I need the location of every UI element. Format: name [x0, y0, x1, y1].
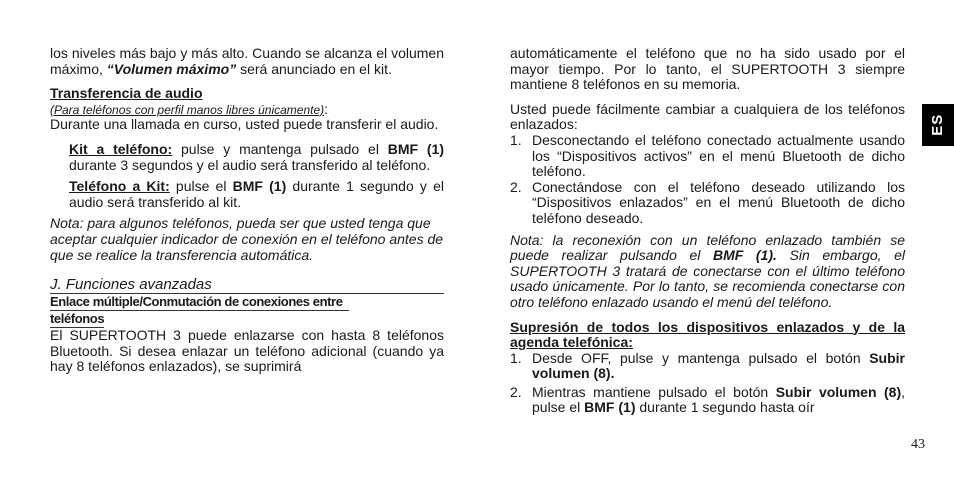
list-number: 2.: [510, 178, 522, 195]
text: pulse el: [169, 178, 233, 195]
note-text: Nota: para algunos teléfonos, pueda ser que usted tenga que aceptar cualquier indicador de conexión en el teléfono antes de que se realice la transferencia automática.: [50, 215, 444, 263]
text: durante 1 segundo y el audio será transferido al kit.: [69, 178, 444, 210]
bmf-label: BMF (1).: [712, 247, 777, 264]
list-item: [510, 180, 905, 227]
volume-up-label: Subir volumen (8).: [532, 349, 905, 382]
list-number: 1.: [510, 131, 522, 148]
multipoint-desc: El SUPERTOOTH 3 puede enlazarse con hasta 8 teléfonos Bluetooth. Si desea enlazar un teléfono adicional (cuando ya hay 8 teléfonos enlazados), se suprimirá: [50, 327, 444, 375]
transfer-note: [50, 216, 444, 263]
list-text: Mientras mantiene pulsado el botón: [532, 383, 776, 400]
delete-steps-list: [510, 351, 905, 416]
text: durante 3 segundos y el audio será transferido al teléfono.: [69, 156, 431, 173]
left-column: [50, 46, 444, 375]
note-text: Sin embargo, el SUPERTOOTH 3 tratará de conectarse con el último teléfono usado únicamente. Por lo tanto, se recomienda conectarse con otro teléfono enlazado usando el menú del teléfono.: [510, 247, 905, 310]
multipoint-heading-line1: Enlace múltiple/Conmutación de conexiones entre: [50, 294, 349, 311]
language-tab-label: ES: [929, 113, 947, 137]
note-text: Nota: la reconexión con un teléfono enlazado también se puede realizar pulsando el: [510, 231, 905, 264]
language-tab: [922, 104, 954, 146]
delete-heading: Supresión de todos los dispositivos enlazados y de la agenda telefónica:: [510, 318, 905, 351]
list-item: [510, 133, 905, 180]
volume-text-end: será anunciado en el kit.: [236, 60, 392, 77]
audio-transfer-heading: Transferencia de audio: [50, 85, 203, 102]
volume-max-phrase: “Volumen máximo”: [106, 60, 237, 77]
volume-text: los niveles más bajo y más alto. Cuando se alcanza el volumen máximo,: [50, 45, 444, 77]
list-text: Desconectando el teléfono conectado actualmente usando los “Dispositivos activos” en el menú Bluetooth de dicho teléfono.: [532, 131, 905, 180]
right-column: [510, 46, 905, 416]
handsfree-note: (Para teléfonos con perfil manos libres únicamente): [50, 102, 325, 117]
section-title: J. Funciones avanzadas: [50, 276, 444, 294]
list-item: [510, 385, 905, 416]
volume-paragraph: [50, 46, 444, 77]
list-text: durante 1 segundo hasta oír: [635, 399, 815, 416]
kit-to-phone-paragraph: [50, 142, 444, 173]
phone-to-kit-label: Teléfono a Kit:: [69, 178, 170, 195]
list-number: 2.: [510, 383, 522, 400]
phone-to-kit-paragraph: [50, 179, 444, 210]
text: pulse y mantenga pulsado el: [172, 140, 388, 157]
reconnect-note: [510, 233, 905, 311]
bmf-label: BMF (1): [387, 140, 444, 157]
list-text: Conectándose con el teléfono deseado utilizando los “Dispositivos enlazados” en el menú Bluetooth de dicho teléfono deseado.: [532, 178, 905, 226]
multipoint-heading-line2: teléfonos: [50, 311, 105, 327]
bmf-label: BMF (1): [584, 399, 636, 416]
continuation-paragraph: automáticamente el teléfono que no ha sido usado por el mayor tiempo. Por lo tanto, el SUPERTOOTH 3 siempre mantiene 8 teléfonos en su memoria.: [510, 45, 905, 93]
multipoint-heading: [50, 294, 444, 328]
list-item: [510, 351, 905, 382]
switch-steps-list: [510, 133, 905, 227]
switch-intro: Usted puede fácilmente cambiar a cualquiera de los teléfonos enlazados:: [510, 100, 905, 133]
list-number: 1.: [510, 349, 522, 366]
page-number: 43: [911, 437, 925, 452]
bmf-label: BMF (1): [232, 178, 287, 195]
kit-to-phone-label: Kit a teléfono:: [69, 140, 173, 157]
list-text: Desde OFF, pulse y mantenga pulsado el botón: [532, 349, 870, 366]
audio-transfer-note-line: [50, 102, 444, 118]
list-text: , pulse el: [532, 383, 906, 416]
volume-up-label: Subir volumen (8): [775, 383, 902, 400]
audio-transfer-desc: Durante una llamada en curso, usted puede transferir el audio.: [50, 116, 439, 133]
colon: :: [324, 100, 329, 117]
